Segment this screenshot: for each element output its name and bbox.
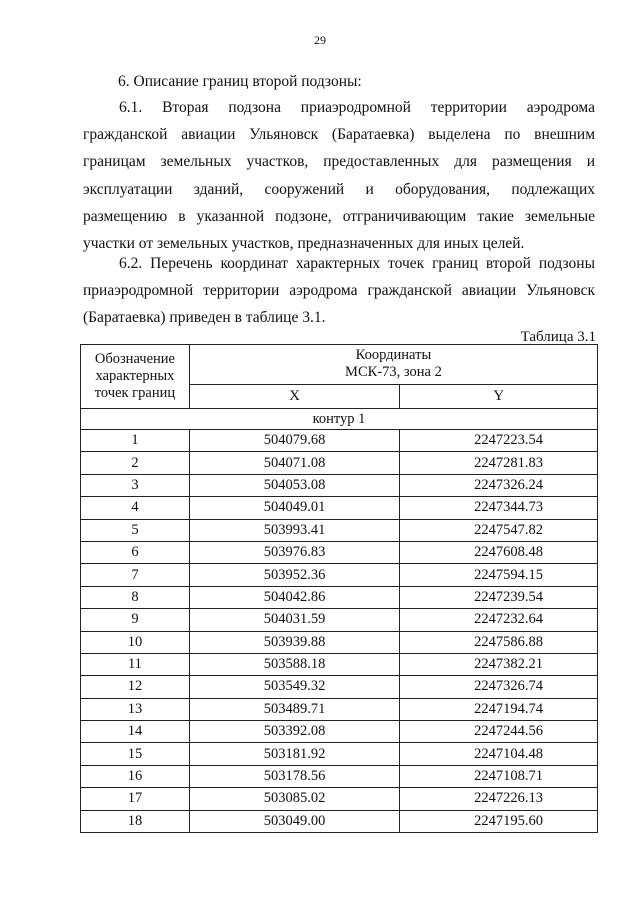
y-coordinate-cell: 2247326.74 [400,676,598,698]
x-coordinate-cell: 503085.02 [189,788,399,810]
table-row [81,586,598,608]
y-coordinate-cell: 2247326.24 [400,474,598,496]
y-coordinate-cell: 2247344.73 [400,497,598,519]
point-id-cell: 18 [81,810,190,832]
table-row [81,430,598,452]
y-coordinate-cell: 2247382.21 [400,653,598,675]
x-coordinate-cell: 503489.71 [189,698,399,720]
point-id-cell: 12 [81,676,190,698]
y-coordinate-cell: 2247232.64 [400,609,598,631]
point-id-cell: 14 [81,721,190,743]
point-id-cell: 5 [81,519,190,541]
x-coordinate-cell: 504079.68 [189,430,399,452]
y-coordinate-cell: 2247281.83 [400,452,598,474]
point-id-cell: 9 [81,609,190,631]
x-coordinate-cell: 504031.59 [189,609,399,631]
x-coordinate-cell: 503049.00 [189,810,399,832]
table-row [81,698,598,720]
table-row [81,609,598,631]
table-row [81,810,598,832]
table-row [81,452,598,474]
y-coordinate-cell: 2247195.60 [400,810,598,832]
table-row [81,653,598,675]
header-coordinates-title: Координаты [355,347,432,364]
point-id-cell: 3 [81,474,190,496]
contour-label: контур 1 [81,409,598,430]
paragraph-6-2: 6.2. Перечень координат характерных точек границ второй подзоны приаэродромной территории аэродрома гражданской авиации Ульяновск (Баратаевка) приведен в таблице 3.1. [83,255,595,327]
table-row [81,474,598,496]
paragraph-6-1: 6.1. Вторая подзона приаэродромной территории аэродрома гражданской авиации Ульяновск (Баратаевка) выделена по внешним границам земельных участков, предоставленных для размещения и эксплуатации зданий, сооружений и оборудования, подлежащих размещению в указанной подзоне, отграничивающим такие земельные участки от земельных участков, предназначенных для иных целей. [83,99,595,253]
x-coordinate-cell: 503952.36 [189,564,399,586]
y-coordinate-cell: 2247108.71 [400,765,598,787]
table-row [81,497,598,519]
header-y: Y [400,384,598,408]
point-id-cell: 13 [81,698,190,720]
point-id-cell: 15 [81,743,190,765]
header-coordinates [189,345,597,385]
section-heading: 6. Описание границ второй подзоны: [118,73,362,90]
x-coordinate-cell: 504042.86 [189,586,399,608]
table-row [81,676,598,698]
table-row [81,519,598,541]
x-coordinate-cell: 503181.92 [189,743,399,765]
table-row [81,564,598,586]
y-coordinate-cell: 2247239.54 [400,586,598,608]
point-id-cell: 2 [81,452,190,474]
x-coordinate-cell: 503976.83 [189,541,399,563]
point-id-cell: 1 [81,430,190,452]
y-coordinate-cell: 2247223.54 [400,430,598,452]
x-coordinate-cell: 503588.18 [189,653,399,675]
y-coordinate-cell: 2247104.48 [400,743,598,765]
x-coordinate-cell: 503939.88 [189,631,399,653]
y-coordinate-cell: 2247194.74 [400,698,598,720]
table-row [81,721,598,743]
header-coordinate-system: МСК-73, зона 2 [345,364,442,381]
point-id-cell: 11 [81,653,190,675]
x-coordinate-cell: 504053.08 [189,474,399,496]
point-id-cell: 10 [81,631,190,653]
coordinates-table [80,344,598,833]
table-row [81,631,598,653]
point-id-cell: 16 [81,765,190,787]
y-coordinate-cell: 2247586.88 [400,631,598,653]
y-coordinate-cell: 2247594.15 [400,564,598,586]
x-coordinate-cell: 503392.08 [189,721,399,743]
y-coordinate-cell: 2247226.13 [400,788,598,810]
y-coordinate-cell: 2247547.82 [400,519,598,541]
x-coordinate-cell: 504071.08 [189,452,399,474]
point-id-cell: 17 [81,788,190,810]
contour-row [81,409,598,430]
x-coordinate-cell: 503178.56 [189,765,399,787]
y-coordinate-cell: 2247608.48 [400,541,598,563]
header-point-designation: Обозначение характерных точек границ [81,345,190,409]
x-coordinate-cell: 504049.01 [189,497,399,519]
point-id-cell: 7 [81,564,190,586]
point-id-cell: 4 [81,497,190,519]
table-row [81,788,598,810]
table-row [81,743,598,765]
x-coordinate-cell: 503549.32 [189,676,399,698]
y-coordinate-cell: 2247244.56 [400,721,598,743]
point-id-cell: 6 [81,541,190,563]
page-number: 29 [314,33,326,47]
table-row [81,541,598,563]
table-row [81,765,598,787]
point-id-cell: 8 [81,586,190,608]
x-coordinate-cell: 503993.41 [189,519,399,541]
table-caption: Таблица 3.1 [520,329,596,345]
header-x: X [189,384,399,408]
